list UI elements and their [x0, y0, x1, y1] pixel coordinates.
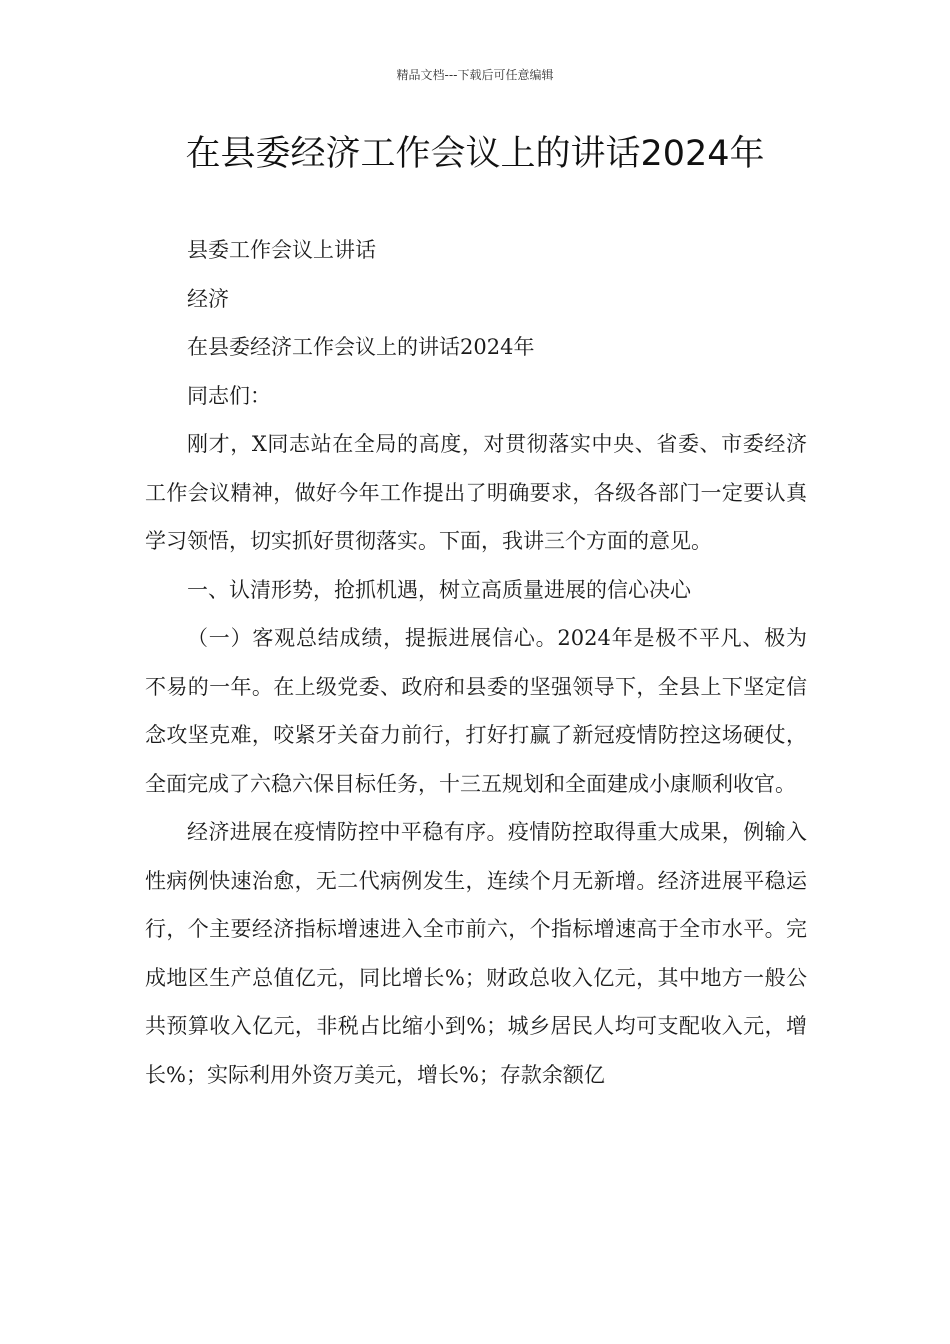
paragraph-subtitle: 县委工作会议上讲话	[187, 238, 376, 262]
paragraph-salutation: 同志们：	[187, 383, 271, 408]
document-title: 在县委经济工作会议上的讲话2024年	[185, 134, 765, 174]
paragraph-economy: 经济进展在疫情防控中平稳有序。疫情防控取得重大成果，例输入性病例快速治愈，无二代病例发生，连续个月无新增。经济进展平稳运行，个主要经济指标增速进入全市前六，个指标增速高于全市水平。完成地区生产总值亿元，同比增长%；财政总收入亿元，其中地方一般公共预算收入亿元，非税占比缩小到%；城乡居民人均可支配收入元，增长%；实际利用外资万美元，增长%；存款余额亿	[145, 820, 807, 1087]
document-body	[145, 226, 807, 1099]
paragraph-repeat-title: 在县委经济工作会议上的讲话2024年	[187, 335, 535, 359]
document-header-note: 精品文档---下载后可任意编辑	[396, 68, 554, 82]
paragraph-keyword: 经济	[187, 286, 229, 311]
section-heading-1: 一、认清形势，抢抓机遇，树立高质量进展的信心决心	[187, 577, 691, 602]
paragraph-achievements: （一）客观总结成绩，提振进展信心。2024年是极不平凡、极为不易的一年。在上级党委、政府和县委的坚强领导下，全县上下坚定信念攻坚克难，咬紧牙关奋力前行，打好打赢了新冠疫情防控这场硬仗，全面完成了六稳六保目标任务，十三五规划和全面建成小康顺利收官。	[145, 626, 807, 796]
paragraph-intro: 刚才，X同志站在全局的高度，对贯彻落实中央、省委、市委经济工作会议精神，做好今年工作提出了明确要求，各级各部门一定要认真学习领悟，切实抓好贯彻落实。下面，我讲三个方面的意见。	[145, 432, 807, 553]
